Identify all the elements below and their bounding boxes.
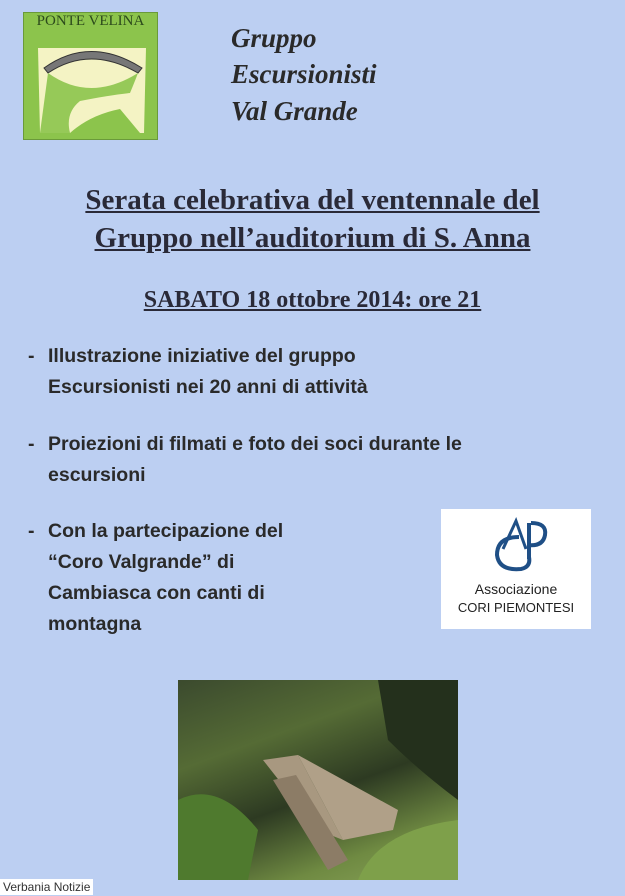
- group-name-line: Gruppo: [231, 23, 317, 53]
- bullet-line: Escursionisti nei 20 anni di attività: [48, 376, 368, 398]
- bullet-line: Cambiasca con canti di: [48, 582, 265, 604]
- ponte-velina-logo: [23, 12, 158, 140]
- bullet-item: [28, 429, 462, 491]
- acp-line2: CORI PIEMONTESI: [457, 600, 575, 615]
- group-name-line: Val Grande: [231, 96, 358, 126]
- acp-line1: Associazione: [474, 581, 558, 597]
- stone-bridge-image: [178, 680, 458, 880]
- event-title-line: Gruppo nell’auditorium di S. Anna: [94, 222, 531, 254]
- cori-piemontesi-logo: [441, 509, 591, 629]
- bullet-line: montagna: [48, 613, 142, 635]
- bullet-item: [28, 516, 283, 640]
- bullet-dash: -: [28, 433, 35, 455]
- logo-text: PONTE VELINA: [36, 13, 145, 29]
- bullet-line: “Coro Valgrande” di: [48, 551, 235, 573]
- bullet-line: Con la partecipazione del: [48, 520, 284, 542]
- source-caption: Verbania Notizie: [0, 879, 93, 895]
- bullet-dash: -: [28, 345, 35, 367]
- group-name-line: Escursionisti: [231, 59, 377, 89]
- bullet-line: escursioni: [48, 464, 146, 486]
- bullet-item: [28, 341, 368, 403]
- bridge-illustration: [30, 33, 152, 137]
- acp-monogram-icon: [441, 509, 591, 579]
- bullet-line: Illustrazione iniziative del gruppo: [48, 345, 356, 367]
- event-title-line: Serata celebrativa del ventennale del: [85, 184, 540, 216]
- event-date: SABATO 18 ottobre 2014: ore 21: [143, 287, 482, 313]
- bullet-line: Proiezioni di filmati e foto dei soci durante le: [48, 433, 462, 455]
- bullet-dash: -: [28, 520, 35, 542]
- bridge-photo: [178, 680, 458, 880]
